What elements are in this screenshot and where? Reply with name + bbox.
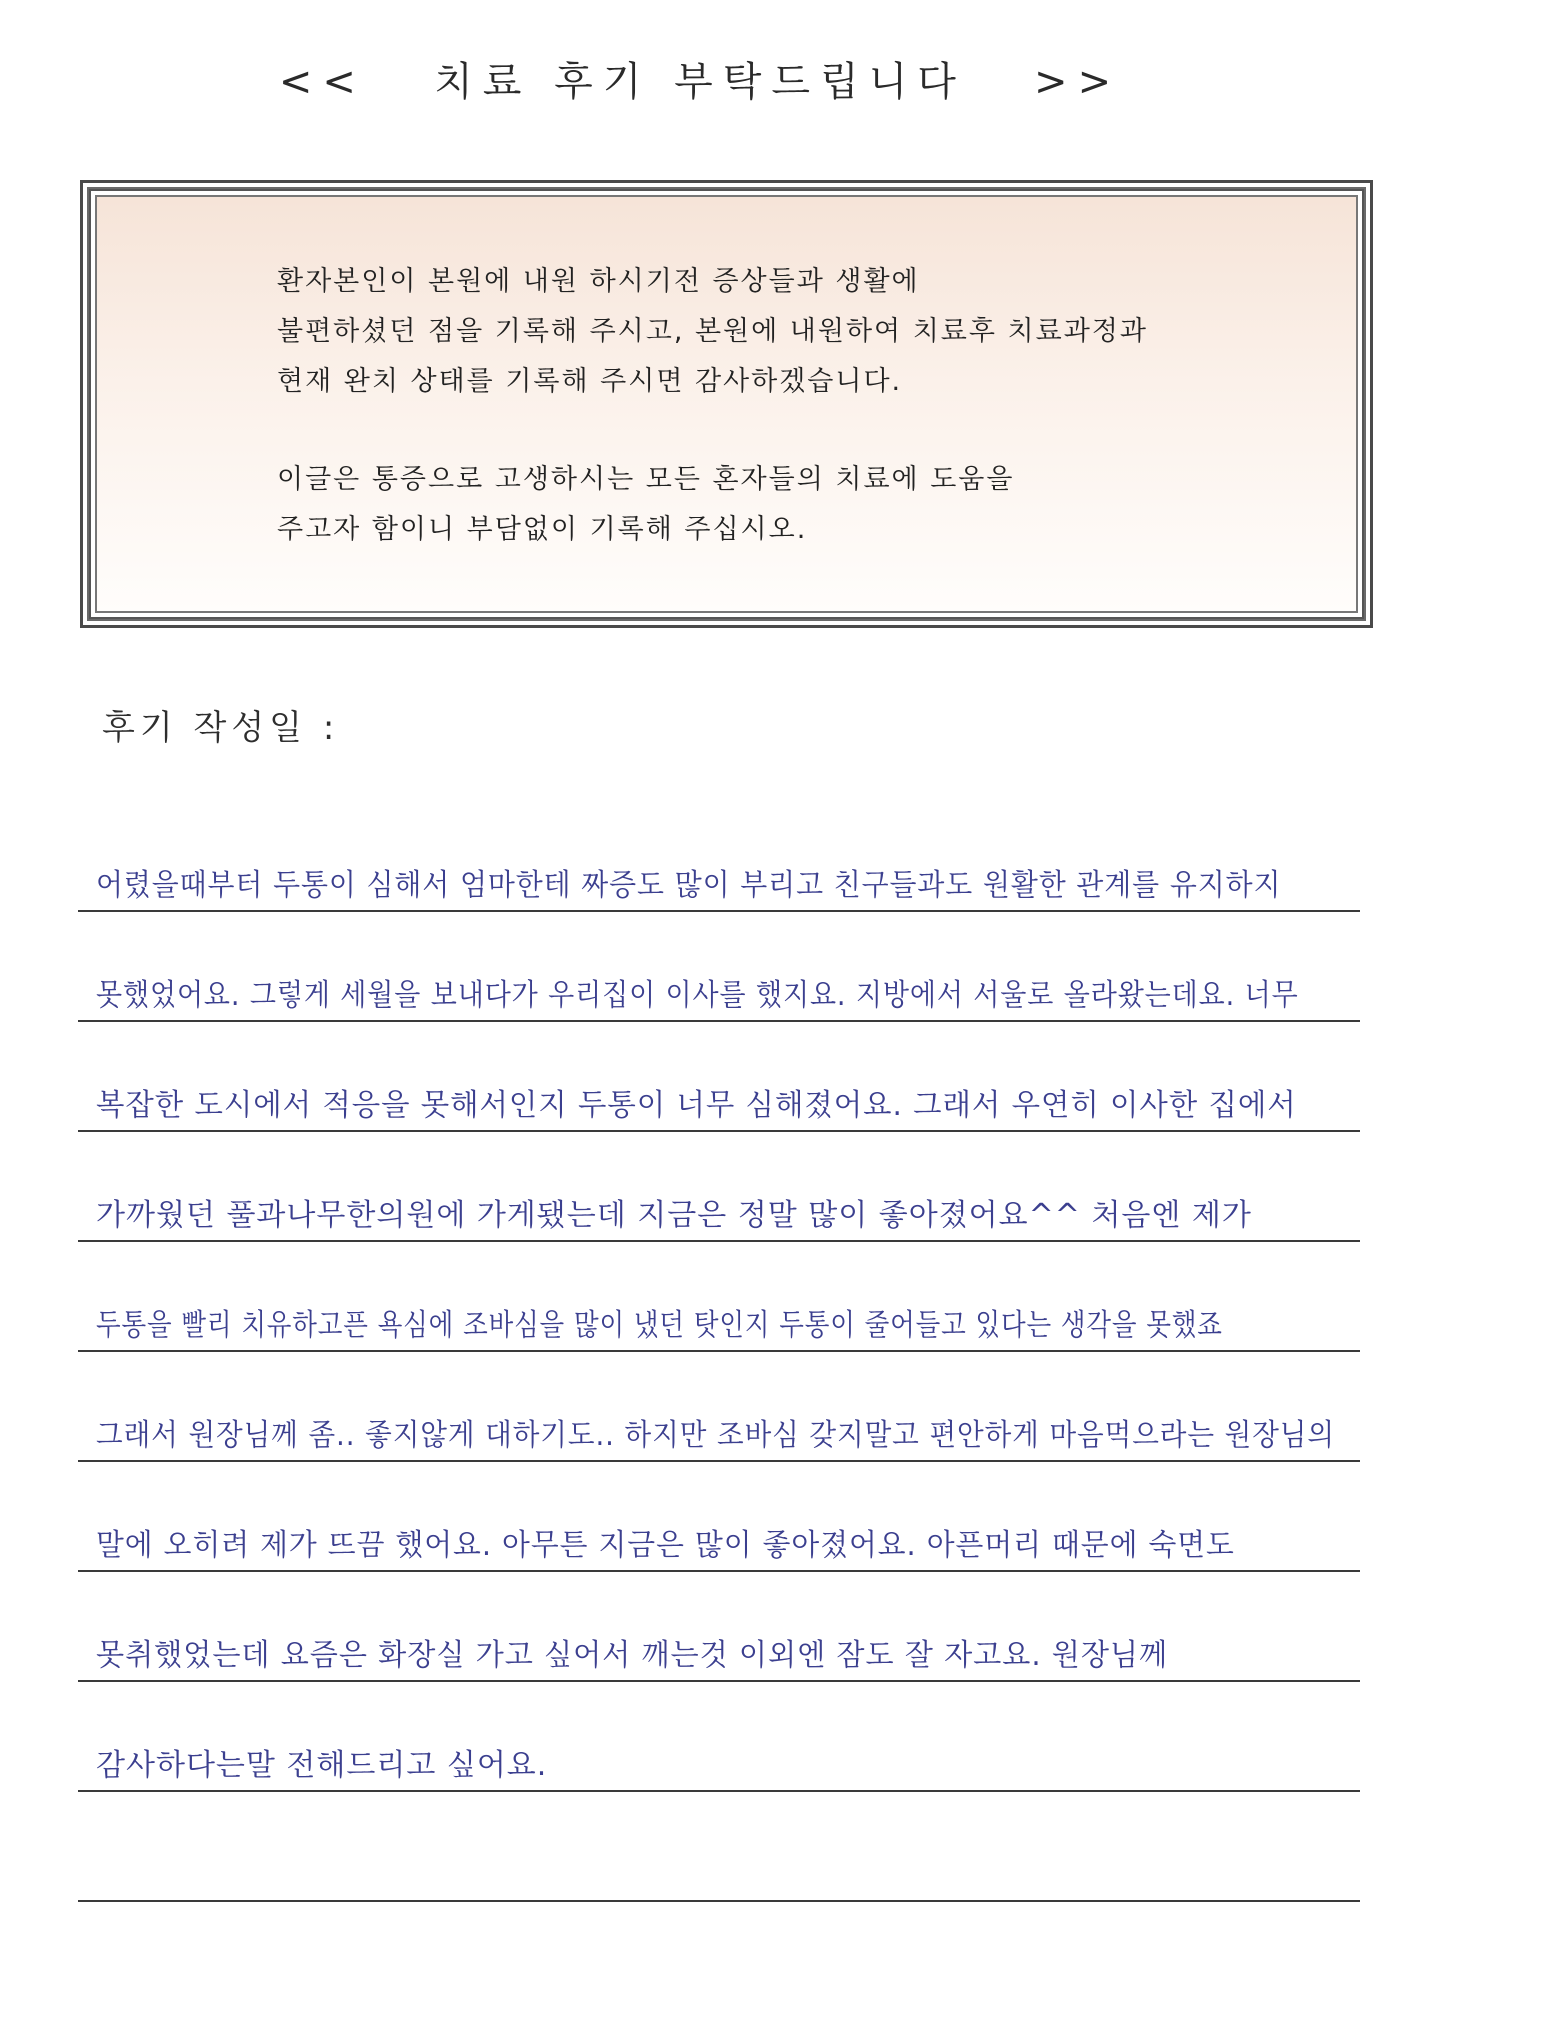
handwritten-text: 말에 오히려 제가 뜨끔 했어요. 아무튼 지금은 많이 좋아졌어요. 아픈머리 때문에 숙면도 <box>96 1528 1235 1563</box>
instruction-box <box>80 180 1373 628</box>
ruled-line <box>78 1132 1360 1242</box>
instruction-line: 이글은 통증으로 고생하시는 모든 혼자들의 치료에 도움을 <box>277 464 1015 495</box>
instruction-line: 현재 완치 상태를 기록해 주시면 감사하겠습니다. <box>277 366 903 397</box>
review-writing-area <box>78 800 1360 1902</box>
handwritten-text: 어렸을때부터 두통이 심해서 엄마한테 짜증도 많이 부리고 친구들과도 원활한 관계를 유지하지 <box>96 868 1282 903</box>
ruled-line <box>78 1242 1360 1352</box>
ruled-line <box>78 1792 1360 1902</box>
handwritten-text: 복잡한 도시에서 적응을 못해서인지 두통이 너무 심해졌어요. 그래서 우연히 이사한 집에서 <box>96 1088 1297 1123</box>
handwritten-text: 가까웠던 풀과나무한의원에 가게됐는데 지금은 정말 많이 좋아졌어요^^ 처음엔 제가 <box>96 1198 1252 1233</box>
handwritten-text: 그래서 원장님께 좀.. 좋지않게 대하기도.. 하지만 조바심 갖지말고 편안하게 마음먹으라는 원장님의 <box>96 1418 1335 1453</box>
ruled-line <box>78 1462 1360 1572</box>
ruled-line <box>78 912 1360 1022</box>
instruction-line: 불편하셨던 점을 기록해 주시고, 본원에 내원하여 치료후 치료과정과 <box>277 316 1148 347</box>
review-date-label: 후기 작성일 : <box>102 708 340 748</box>
instruction-line: 주고자 함이니 부담없이 기록해 주십시오. <box>277 514 808 545</box>
ruled-line <box>78 1682 1360 1792</box>
page-title: << 치료 후기 부탁드립니다 >> <box>278 59 1122 105</box>
handwritten-text: 못취했었는데 요즘은 화장실 가고 싶어서 깨는것 이외엔 잠도 잘 자고요. 원장님께 <box>96 1638 1169 1673</box>
ruled-line <box>78 1022 1360 1132</box>
handwritten-text: 두통을 빨리 치유하고픈 욕심에 조바심을 많이 냈던 탓인지 두통이 줄어들고 있다는 생각을 못했죠 <box>96 1308 1223 1343</box>
instruction-text <box>277 257 1316 555</box>
ruled-line <box>78 1572 1360 1682</box>
handwritten-text: 못했었어요. 그렇게 세월을 보내다가 우리집이 이사를 했지요. 지방에서 서울로 올라왔는데요. 너무 <box>96 978 1299 1013</box>
instruction-panel <box>95 195 1358 613</box>
instruction-line: 환자본인이 본원에 내원 하시기전 증상들과 생활에 <box>277 266 920 297</box>
ruled-line <box>78 1352 1360 1462</box>
ruled-line <box>78 800 1360 912</box>
handwritten-text: 감사하다는말 전해드리고 싶어요. <box>96 1748 548 1783</box>
